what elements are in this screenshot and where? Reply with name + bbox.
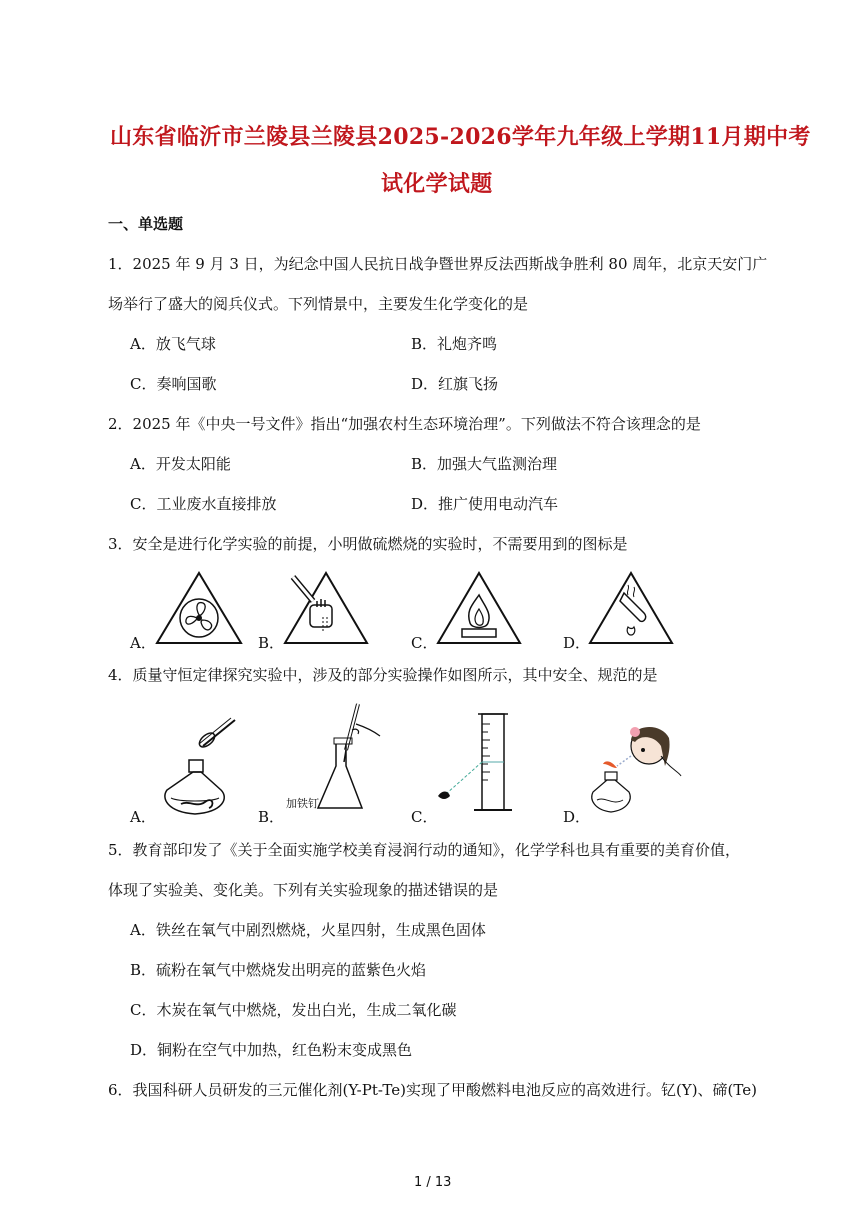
q3-option-d[interactable]: D． bbox=[563, 634, 591, 652]
open-flame-warning-icon bbox=[436, 571, 522, 645]
q3-option-a[interactable]: A． bbox=[130, 634, 156, 652]
q2-option-b[interactable]: B．加强大气监测治理 bbox=[411, 455, 558, 473]
page-title-line2: 试化学试题 bbox=[381, 171, 493, 197]
graduated-cylinder-reading-illustration bbox=[432, 710, 512, 822]
q1-option-b[interactable]: B．礼炮齐鸣 bbox=[411, 335, 498, 353]
page-title-line1: 山东省临沂市兰陵县兰陵县2025-2026学年九年级上学期11月期中考 bbox=[110, 124, 811, 150]
fan-ventilation-warning-icon bbox=[155, 571, 243, 645]
q3-option-b[interactable]: B． bbox=[258, 634, 285, 652]
q5-option-b[interactable]: B．硫粉在氧气中燃烧发出明亮的蓝紫色火焰 bbox=[130, 961, 427, 979]
q5-option-d[interactable]: D．铜粉在空气中加热，红色粉末变成黑色 bbox=[130, 1041, 413, 1059]
alcohol-lamp-with-tongs-illustration bbox=[155, 716, 245, 822]
question-1-line1: 1．2025 年 9 月 3 日，为纪念中国人民抗日战争暨世界反法西斯战争胜利 80 周年，北京天安门广 bbox=[108, 255, 768, 273]
hot-surface-hand-warning-icon bbox=[283, 571, 369, 645]
question-4-line1: 4．质量守恒定律探究实验中，涉及的部分实验操作如图所示，其中安全、规范的是 bbox=[108, 666, 658, 684]
section-heading: 一、单选题 bbox=[108, 215, 184, 233]
question-2-line1: 2．2025 年《中央一号文件》指出“加强农村生态环境治理”。下列做法不符合该理念的是 bbox=[108, 415, 701, 433]
q5-option-a[interactable]: A．铁丝在氧气中剧烈燃烧，火星四射，生成黑色固体 bbox=[130, 921, 486, 939]
q2-option-c[interactable]: C．工业废水直接排放 bbox=[130, 495, 277, 513]
question-1-line2: 场举行了盛大的阅兵仪式。下列情景中，主要发生化学变化的是 bbox=[108, 295, 529, 313]
question-5-line1: 5．教育部印发了《关于全面实施学校美育浸润行动的通知》，化学学科也具有重要的美育价值， bbox=[108, 841, 741, 859]
q2-option-d[interactable]: D．推广使用电动汽车 bbox=[411, 495, 559, 513]
q4-b-caption: 加铁钉 bbox=[286, 797, 319, 810]
q4-option-d[interactable]: D． bbox=[563, 808, 591, 826]
blowing-out-alcohol-lamp-illustration bbox=[585, 716, 685, 822]
q1-option-a[interactable]: A．放飞气球 bbox=[130, 335, 216, 353]
page-number: 1 / 13 bbox=[414, 1175, 452, 1190]
q1-option-d[interactable]: D．红旗飞扬 bbox=[411, 375, 499, 393]
q4-option-a[interactable]: A． bbox=[130, 808, 156, 826]
q2-option-a[interactable]: A．开发太阳能 bbox=[130, 455, 231, 473]
q4-option-b[interactable]: B． bbox=[258, 808, 285, 826]
heating-test-tube-warning-icon bbox=[588, 571, 674, 645]
q5-option-c[interactable]: C．木炭在氧气中燃烧，发出白光，生成二氧化碳 bbox=[130, 1001, 457, 1019]
question-5-line2: 体现了实验美、变化美。下列有关实验现象的描述错误的是 bbox=[108, 881, 499, 899]
question-3-line1: 3．安全是进行化学实验的前提，小明做硫燃烧的实验时，不需要用到的图标是 bbox=[108, 535, 628, 553]
adding-iron-nail-to-flask-illustration bbox=[300, 700, 390, 820]
q3-option-c[interactable]: C． bbox=[411, 634, 438, 652]
question-6-line1: 6．我国科研人员研发的三元催化剂(Y-Pt-Te)实现了甲酸燃料电池反应的高效进行。钇(Y)、碲(Te) bbox=[108, 1081, 757, 1099]
q1-option-c[interactable]: C．奏响国歌 bbox=[130, 375, 217, 393]
q4-option-c[interactable]: C． bbox=[411, 808, 438, 826]
